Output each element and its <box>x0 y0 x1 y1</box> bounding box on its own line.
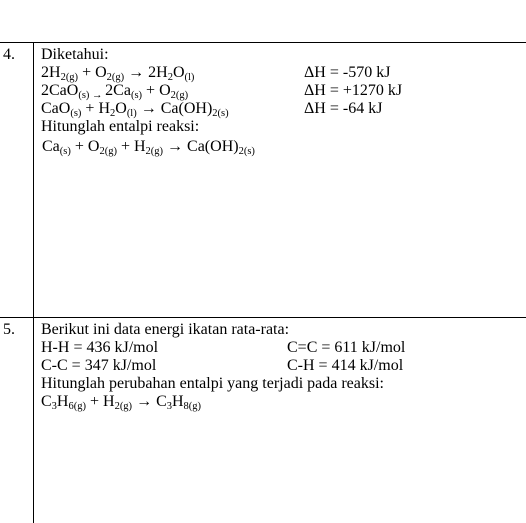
subscript: 2(g) <box>99 146 117 157</box>
question-5-prompt: Hitunglah perubahan entalpi yang terjadi pada reaksi: <box>41 375 384 392</box>
reaction-enthalpy: ΔH = -64 kJ <box>304 100 383 117</box>
target-equation <box>42 138 255 155</box>
bond-energy-row <box>41 339 526 357</box>
row-divider <box>0 317 526 318</box>
formula-text: + H <box>85 393 115 410</box>
subscript: 2(g) <box>114 401 133 412</box>
subscript: 8(g) <box>183 401 202 412</box>
subscript: 2(s) <box>238 146 255 157</box>
subscript: 2(g) <box>170 90 189 101</box>
formula-text: + H <box>81 100 110 117</box>
reaction-row <box>41 82 526 100</box>
question-5-number: 5. <box>3 321 15 338</box>
formula-text: 2Ca <box>105 82 131 99</box>
reaction-row <box>41 100 526 118</box>
question-4-number: 4. <box>3 46 15 63</box>
formula-text: 2CaO <box>41 82 79 99</box>
subscript: 3 <box>166 401 172 412</box>
subscript: 3 <box>51 401 57 412</box>
formula-text: → Ca(OH) <box>136 100 213 117</box>
reaction-equation <box>41 64 194 81</box>
formula-text: → Ca(OH) <box>163 138 239 155</box>
formula-text: Ca <box>42 138 60 155</box>
formula-text: → C <box>132 393 167 410</box>
subscript: 2 <box>110 108 116 119</box>
subscript: (s) → <box>78 90 106 101</box>
formula-text: 2H <box>41 64 61 81</box>
question-4-intro: Diketahui: <box>41 46 109 63</box>
reaction-equation <box>41 100 229 117</box>
bond-energy-right: C-H = 414 kJ/mol <box>287 357 404 374</box>
formula-text: O <box>115 100 127 117</box>
reaction-enthalpy: ΔH = +1270 kJ <box>304 82 403 99</box>
column-divider <box>33 42 34 523</box>
question-4-prompt: Hitunglah entalpi reaksi: <box>41 118 200 135</box>
formula-text: + O <box>142 82 171 99</box>
subscript: 2(g) <box>60 72 79 83</box>
subscript: 6(g) <box>68 401 86 412</box>
bond-energy-left: H-H = 436 kJ/mol <box>41 339 159 356</box>
bond-energy-left: C-C = 347 kJ/mol <box>41 357 157 374</box>
formula-text: CaO <box>41 100 71 117</box>
subscript: 2(g) <box>145 146 164 157</box>
question-5-intro: Berikut ini data energi ikatan rata-rata: <box>41 321 290 338</box>
formula-text: O <box>172 64 185 81</box>
subscript: (l) <box>126 108 137 119</box>
formula-text: H <box>171 393 184 410</box>
question-5-target-reaction <box>41 393 526 411</box>
subscript: 2(s) <box>212 108 229 119</box>
subscript: 2(g) <box>106 72 125 83</box>
formula-text: + O <box>70 138 100 155</box>
bond-energy-right: C=C = 611 kJ/mol <box>287 339 406 356</box>
question-4-target-reaction <box>41 138 526 156</box>
subscript: (s) <box>130 90 143 101</box>
target-equation <box>41 393 201 410</box>
top-border <box>0 42 526 43</box>
formula-text: + O <box>78 64 107 81</box>
reaction-enthalpy: ΔH = -570 kJ <box>304 64 391 81</box>
subscript: (s) <box>70 108 82 119</box>
subscript: (l) <box>184 72 195 83</box>
question-5-cell <box>41 321 526 411</box>
formula-text: → 2H <box>124 64 168 81</box>
subscript: 2 <box>167 72 173 83</box>
reaction-equation <box>41 82 188 99</box>
bond-energy-row <box>41 357 526 375</box>
question-4-cell <box>41 46 526 156</box>
reaction-row <box>41 64 526 82</box>
formula-text: C <box>41 393 52 410</box>
subscript: (s) <box>59 146 71 157</box>
formula-text: H <box>56 393 69 410</box>
formula-text: + H <box>116 138 146 155</box>
